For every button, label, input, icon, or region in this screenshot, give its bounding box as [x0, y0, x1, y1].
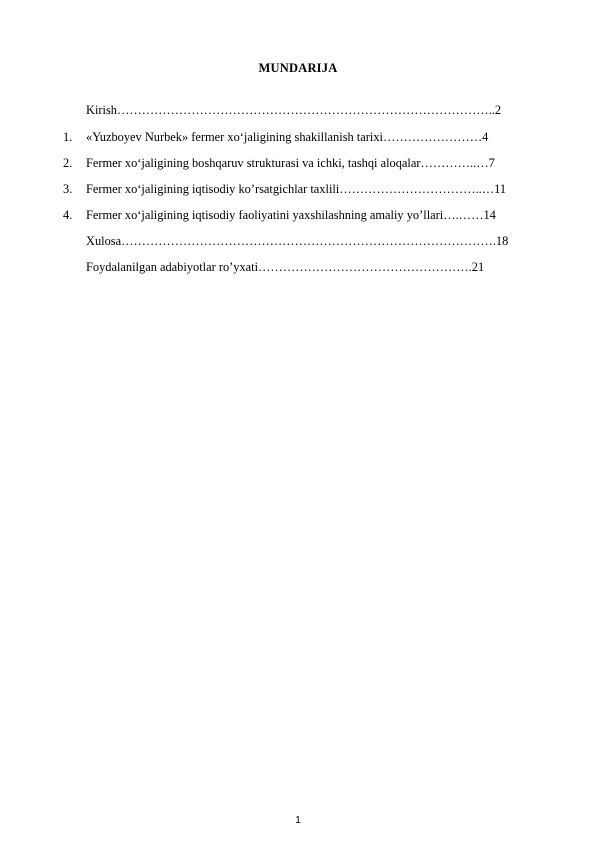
toc-entry-text: Fermer xo‘jaligining boshqaruv strukturasi va ichki, tashqi aloqalar…………..…7 — [86, 156, 495, 170]
toc-entry-text: Kirish………………………………………………………………………………..2 — [86, 103, 502, 117]
toc-entry-number: 4. — [63, 208, 73, 222]
toc-entry-introduction — [0, 100, 560, 120]
toc-entry-text: Fermer xo‘jaligining iqtisodiy ko’rsatgichlar taxlili……………………………..…11 — [86, 182, 507, 196]
toc-entry-text: «Yuzboyev Nurbek» fermer xo‘jaligining shakillanish tarixi……………………4 — [86, 130, 489, 144]
toc-entry-chapter-2 — [0, 153, 560, 173]
page-number: 1 — [295, 815, 301, 826]
toc-entry-number: 3. — [63, 182, 73, 196]
toc-entry-chapter-3 — [0, 179, 560, 199]
toc-entry-number: 2. — [63, 156, 73, 170]
toc-entry-references — [0, 257, 560, 277]
toc-entry-text: Fermer xo‘jaligining iqtisodiy faoliyatini yaxshilashning amaliy yo’llari….……14 — [86, 208, 496, 222]
page-title: MUNDARIJA — [258, 61, 338, 75]
toc-entry-conclusion — [0, 231, 560, 251]
toc-entry-chapter-4 — [0, 205, 560, 225]
toc-entry-text: Xulosa……………………………………………………………………………….18 — [86, 234, 509, 248]
toc-entry-chapter-1 — [0, 127, 560, 147]
toc-entry-text: Foydalanilgan adabiyotlar ro’yxati…………………………………………….21 — [86, 260, 485, 274]
toc-entry-number: 1. — [63, 130, 73, 144]
